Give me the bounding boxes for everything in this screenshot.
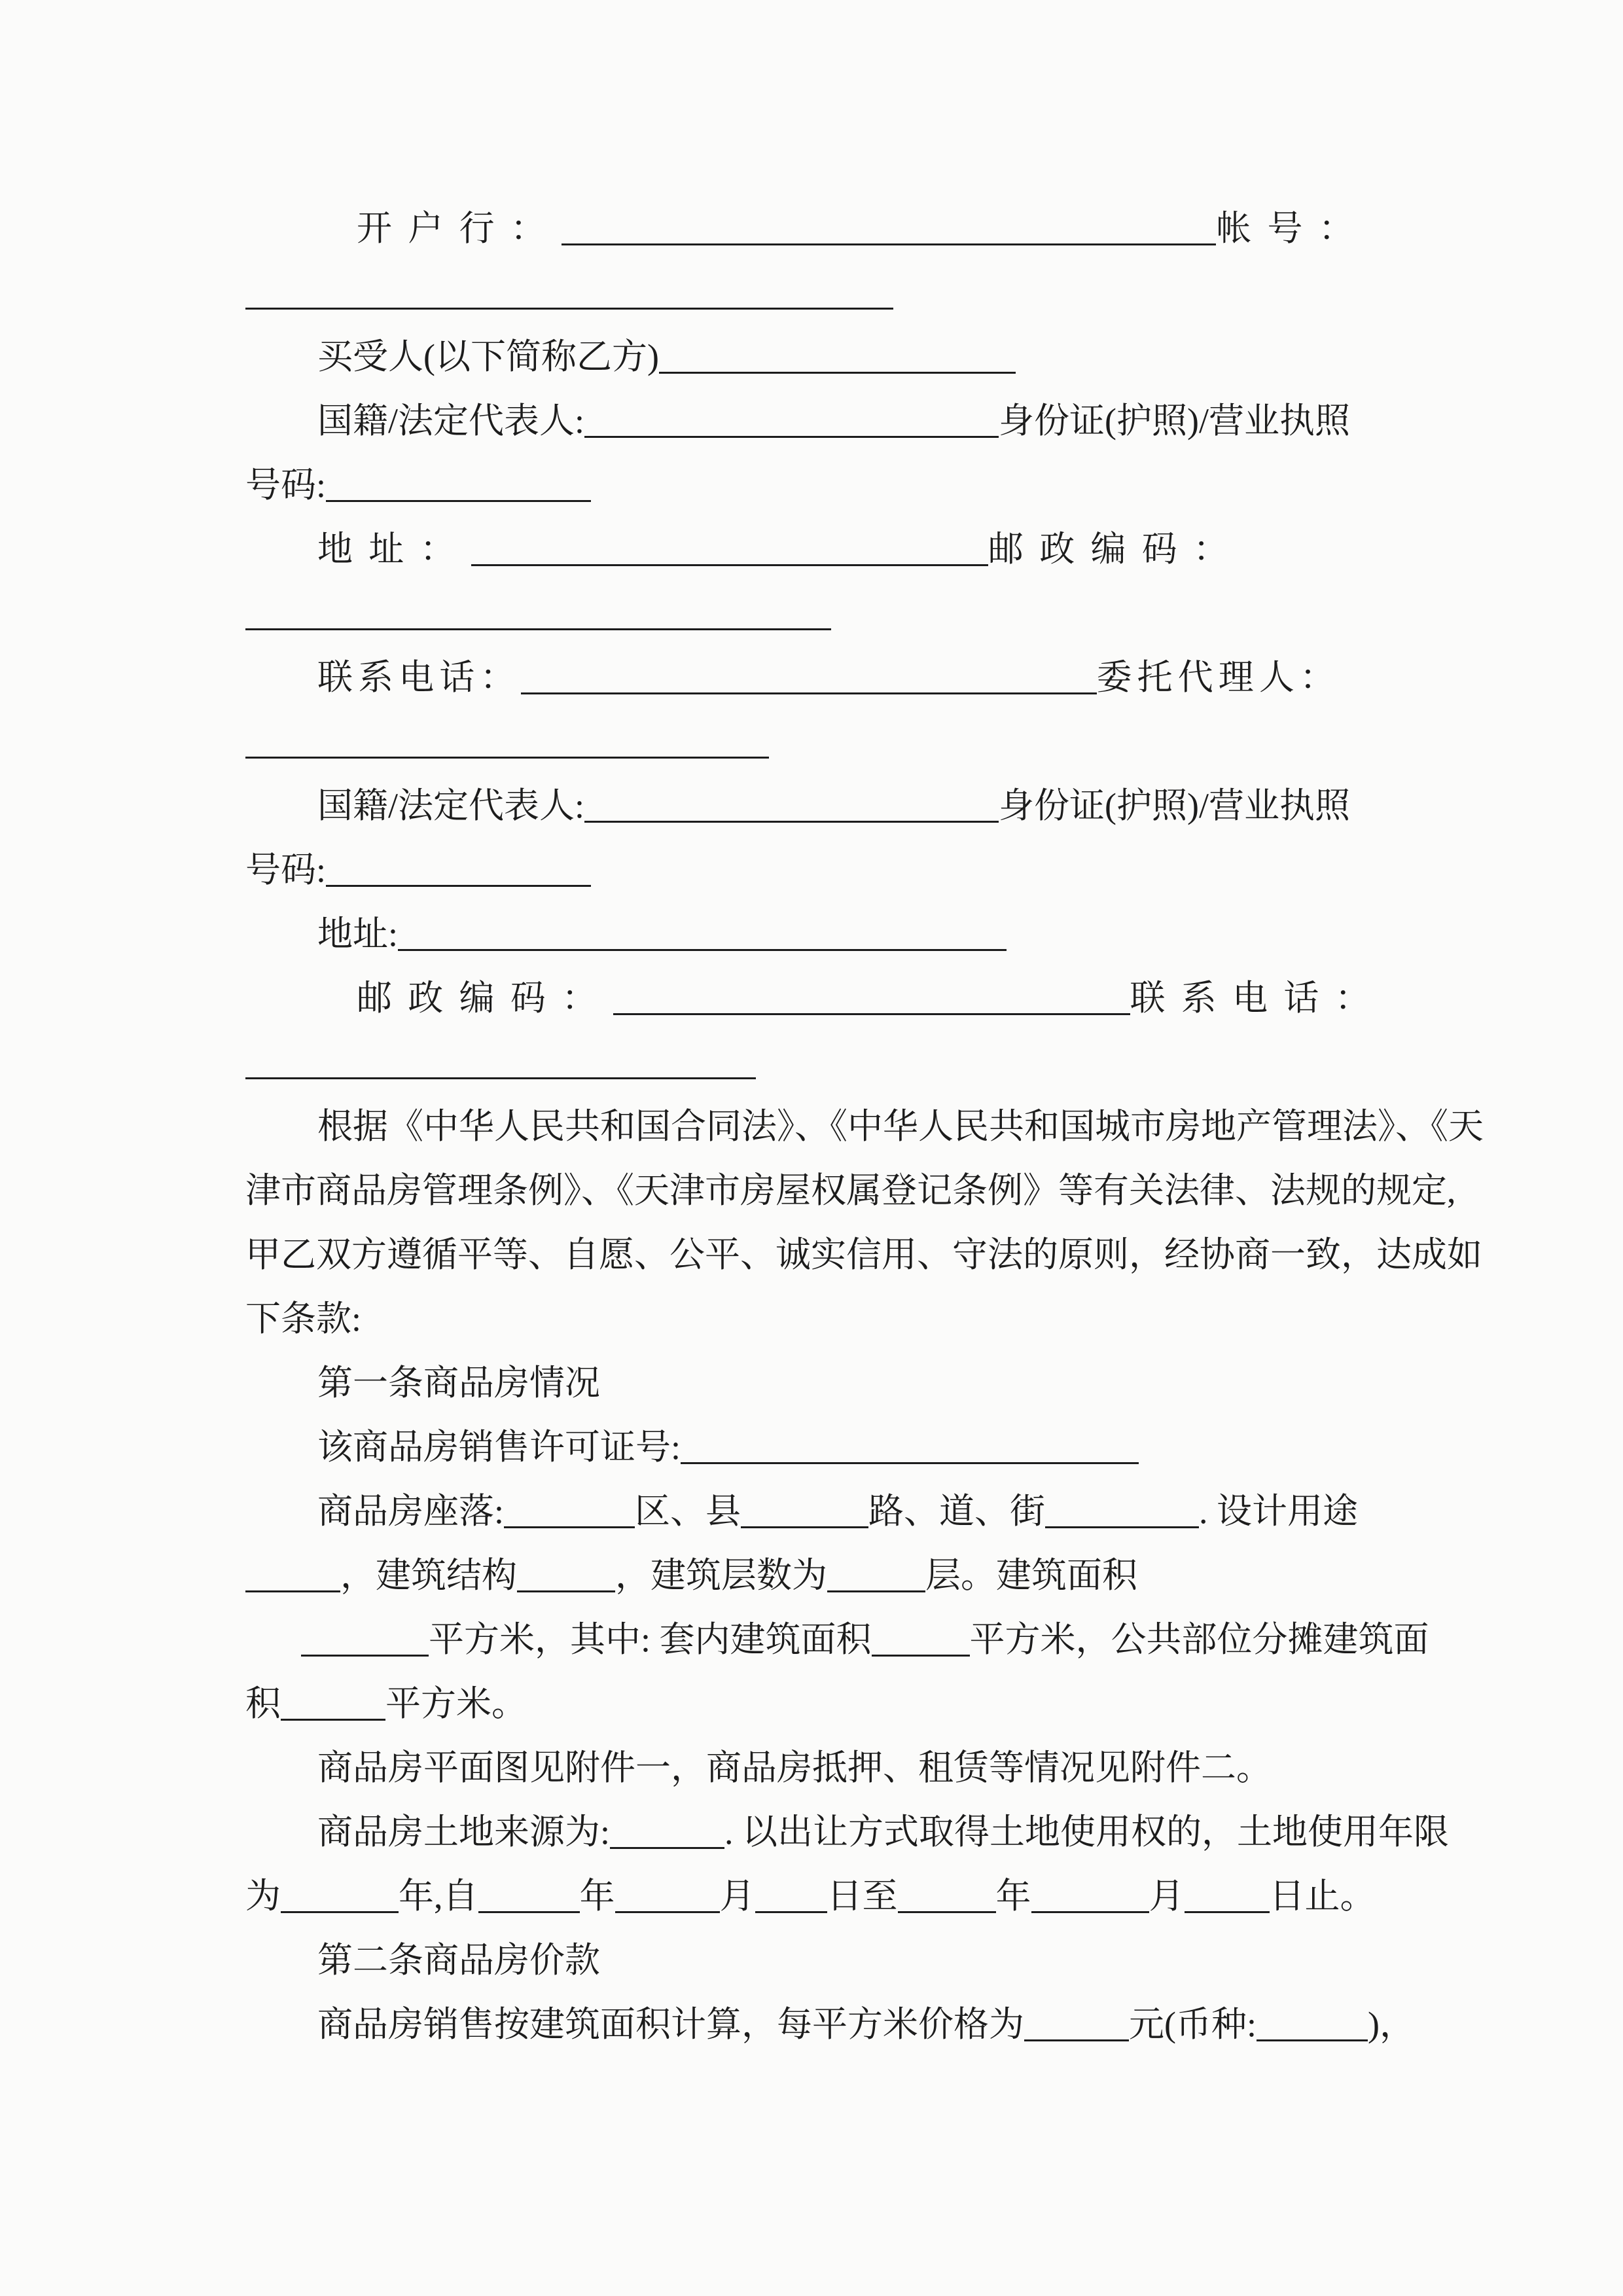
fill-in-blank	[471, 530, 988, 566]
fill-in-blank	[245, 274, 893, 310]
fill-in-blank	[245, 723, 769, 759]
text-segment: 日至	[827, 1876, 898, 1916]
document-line	[245, 260, 1443, 325]
document-line	[245, 645, 1443, 709]
document-line	[245, 1030, 1443, 1094]
text-segment: 联系电话：	[1130, 978, 1386, 1018]
fill-in-blank	[755, 1877, 827, 1913]
fill-in-blank	[741, 1492, 868, 1528]
document-line	[245, 1415, 1443, 1479]
text-segment: 路、道、街	[868, 1492, 1046, 1531]
fill-in-blank	[326, 466, 591, 502]
document-line	[245, 1864, 1443, 1928]
text-segment: 号码:	[245, 850, 327, 889]
fill-in-blank	[610, 1813, 724, 1849]
text-segment: 津市商品房管理条例》、《天津市房屋权属登记条例》等有关法律、法规的规定,	[245, 1171, 1456, 1210]
document-line	[245, 1287, 1443, 1351]
text-segment: 商品房土地来源为:	[317, 1812, 611, 1852]
fill-in-blank	[301, 1621, 429, 1657]
document-line	[245, 1736, 1443, 1800]
document-line	[245, 774, 1443, 838]
text-segment: 邮政编码：	[988, 529, 1245, 569]
document-line	[245, 1094, 1484, 1158]
text-segment: 国籍/法定代表人:	[317, 786, 585, 825]
text-segment: 联系电话：	[317, 658, 521, 697]
fill-in-blank	[827, 1556, 925, 1592]
text-segment: 地址:	[317, 914, 399, 954]
text-segment: 邮政编码：	[357, 978, 613, 1018]
fill-in-blank	[613, 979, 1130, 1015]
document-line	[245, 1479, 1443, 1543]
fill-in-blank	[562, 209, 1216, 245]
text-segment: 地址：	[317, 529, 471, 569]
text-segment: 身份证(护照)/营业执照	[999, 786, 1350, 825]
text-segment: 商品房座落:	[317, 1492, 505, 1531]
text-segment: 商品房销售按建筑面积计算，每平方米价格为	[317, 2005, 1024, 2044]
document-line	[245, 1672, 1443, 1736]
text-segment: 月	[719, 1876, 755, 1916]
document-line	[245, 1800, 1450, 1864]
text-segment: 层。建筑面积	[925, 1556, 1137, 1595]
text-segment: 委托代理人：	[1096, 658, 1341, 697]
fill-in-blank	[1185, 1877, 1270, 1913]
fill-in-blank	[615, 1877, 720, 1913]
document-line	[245, 1158, 1456, 1223]
document-line	[245, 581, 1443, 645]
fill-in-blank	[659, 338, 1016, 374]
document-body	[245, 196, 1484, 2056]
text-segment: . 以出让方式取得土地使用权的，土地使用年限	[724, 1812, 1450, 1852]
fill-in-blank	[281, 1685, 385, 1721]
document-line	[245, 453, 1443, 517]
fill-in-blank	[898, 1877, 996, 1913]
fill-in-blank	[1045, 1492, 1199, 1528]
fill-in-blank	[504, 1492, 635, 1528]
text-segment: 元(币种:	[1129, 2005, 1257, 2044]
text-segment: 平方米，其中: 套内建筑面积	[429, 1620, 872, 1659]
document-line	[245, 902, 1443, 966]
fill-in-blank	[872, 1621, 970, 1657]
document-line	[245, 1351, 1443, 1415]
document-line	[245, 196, 1443, 260]
document-line	[245, 1607, 1443, 1672]
text-segment: 甲乙双方遵循平等、自愿、公平、诚实信用、守法的原则，经协商一致，达成如	[245, 1235, 1482, 1274]
text-segment: 商品房平面图见附件一，商品房抵押、租赁等情况见附件二。	[317, 1748, 1272, 1787]
text-segment: 号码:	[245, 465, 327, 505]
document-line	[245, 389, 1443, 453]
document-line	[245, 1992, 1443, 2056]
text-segment: 帐号：	[1216, 209, 1370, 248]
fill-in-blank	[478, 1877, 580, 1913]
text-segment: 为	[245, 1876, 281, 1916]
fill-in-blank	[245, 1043, 756, 1079]
document-line	[245, 709, 1443, 774]
fill-in-blank	[245, 1556, 340, 1592]
fill-in-blank	[584, 787, 999, 823]
text-segment: 国籍/法定代表人:	[317, 401, 585, 440]
fill-in-blank	[398, 915, 1007, 951]
document-line	[245, 966, 1443, 1030]
text-segment: 年	[995, 1876, 1031, 1916]
text-segment: 第一条商品房情况	[317, 1363, 600, 1403]
text-segment: 该商品房销售许可证号:	[317, 1427, 681, 1467]
fill-in-blank	[521, 658, 1097, 694]
fill-in-blank	[1257, 2005, 1368, 2041]
text-segment: 年,自	[399, 1876, 478, 1916]
document-line	[245, 517, 1443, 581]
fill-in-blank	[245, 594, 831, 630]
fill-in-blank	[326, 851, 591, 887]
fill-in-blank	[281, 1877, 399, 1913]
text-segment: 积	[245, 1684, 281, 1723]
document-line	[245, 325, 1443, 389]
text-segment: 下条款:	[245, 1299, 362, 1338]
document-line	[245, 1928, 1443, 1992]
text-segment: 平方米。	[385, 1684, 527, 1723]
fill-in-blank	[584, 402, 999, 438]
fill-in-blank	[517, 1556, 615, 1592]
text-segment: ，建筑层数为	[615, 1556, 827, 1595]
text-segment: . 设计用途	[1199, 1492, 1359, 1531]
document-line	[245, 1223, 1482, 1287]
text-segment: 第二条商品房价款	[317, 1941, 600, 1980]
document-line	[245, 1543, 1443, 1607]
text-segment: 年	[579, 1876, 615, 1916]
text-segment: 平方米，公共部位分摊建筑面	[969, 1620, 1429, 1659]
fill-in-blank	[1031, 1877, 1149, 1913]
fill-in-blank	[681, 1428, 1139, 1464]
text-segment: ，建筑结构	[340, 1556, 517, 1595]
document-line	[245, 838, 1443, 902]
fill-in-blank	[1024, 2005, 1129, 2041]
text-segment: 月	[1149, 1876, 1185, 1916]
text-segment: )，	[1368, 2005, 1415, 2044]
text-segment: 开户行：	[357, 209, 562, 248]
text-segment: 买受人(以下简称乙方)	[317, 337, 659, 376]
text-segment: 根据《中华人民共和国合同法》、《中华人民共和国城市房地产管理法》、《天	[317, 1107, 1484, 1146]
text-segment: 身份证(护照)/营业执照	[999, 401, 1350, 440]
text-segment: 日止。	[1269, 1876, 1376, 1916]
text-segment: 区、县	[635, 1492, 741, 1531]
